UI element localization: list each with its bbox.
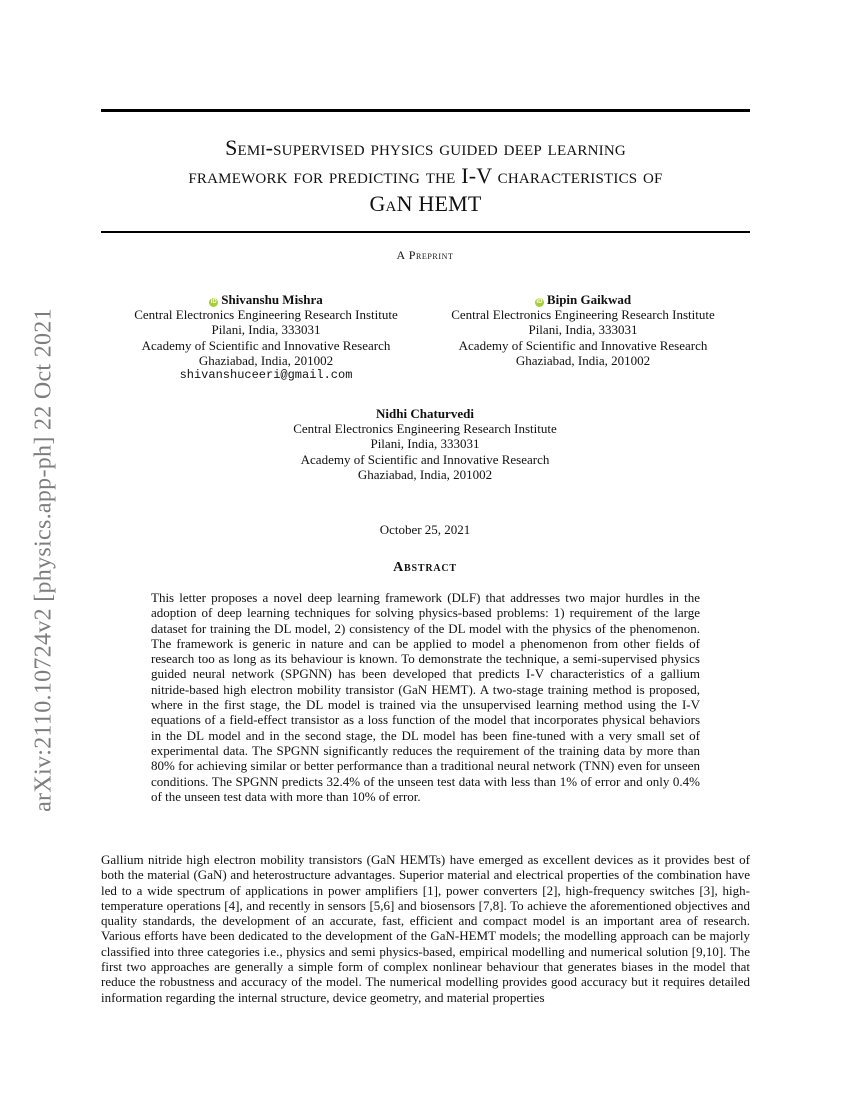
affiliation-line: Central Electronics Engineering Research Institute [134, 307, 398, 323]
title-bottom-rule [101, 231, 750, 233]
affiliation-line: Pilani, India, 333031 [370, 436, 480, 452]
title-top-rule [101, 109, 750, 112]
introduction-paragraph: Gallium nitride high electron mobility transistors (GaN HEMTs) have emerged as excellent devices as it provides best of both the material (GaN) and heterostructure advantages. Superior material and electrical properties of the combination have led to a wide spectrum of applications in power amplifiers [1], power converters [2], high-frequency switches [3], high-temperature operations [4], and recently in sensors [5,6] and biosensors [7,8]. To achieve the aforementioned objectives and quality standards, the development of an accurate, fast, efficient and compact model is an important area of research. Various efforts have been dedicated to the development of the GaN-HEMT models; the modelling approach can be majorly classified into three categories i.e., physics and semi physics-based, empirical modelling and numerical solution [9,10]. The first two approaches are generally a simple form of complex nonlinear behaviour that generates biases in the model that reduce the robustness and accuracy of the model. The numerical modelling provides good accuracy but it requires detailed information regarding the internal structure, device geometry, and material properties [101, 852, 750, 1005]
author-email[interactable]: shivanshuceeri@gmail.com [179, 368, 353, 383]
affiliation-line: Pilani, India, 333031 [211, 322, 321, 338]
author-block-3 [270, 406, 580, 482]
affiliation-line: Ghaziabad, India, 201002 [515, 352, 651, 368]
abstract-text: This letter proposes a novel deep learning framework (DLF) that addresses two major hurdles in the adoption of deep learning techniques for solving physics-based problems: 1) requirement of the large dataset for training the DL model, 2) consistency of the DL model with the physics of the phenomenon. The framework is generic in nature and can be applied to model a phenomenon from other fields of research too as long as its behaviour is known. To demonstrate the technique, a semi-supervised physics guided neural network (SPGNN) has been developed that predicts I-V characteristics of a gallium nitride-based high electron mobility transistor (GaN HEMT). A two-stage training method is proposed, where in the first stage, the DL model is trained via the unsupervised learning method using the I-V equations of a field-effect transistor as a loss function of the model that incorporates physical behaviors in the DL model and in the second stage, the DL model has been fine-tuned with a very small set of experimental data. The SPGNN significantly reduces the requirement of the training data by more than 80% for achieving similar or better performance than a traditional neural network (TNN) even for unseen conditions. The SPGNN predicts 32.4% of the unseen test data with less than 1% of error and only 0.4% of the unseen test data with more than 10% of error. [151, 590, 700, 804]
abstract-heading: Abstract [393, 560, 457, 575]
affiliation-line: Ghaziabad, India, 201002 [357, 466, 493, 482]
paper-title [101, 134, 750, 218]
affiliation-line: Ghaziabad, India, 201002 [198, 352, 334, 368]
title-line: Semi-supervised physics guided deep learning [225, 135, 626, 160]
author-block-1 [110, 292, 422, 383]
affiliation-line: Central Electronics Engineering Research Institute [293, 421, 557, 437]
author-name: Nidhi Chaturvedi [376, 406, 474, 421]
arxiv-identifier[interactable]: arXiv:2110.10724v2 [physics.app-ph] 22 Oct 2021 [30, 308, 57, 812]
preprint-label: A Preprint [396, 248, 454, 262]
affiliation-line: Central Electronics Engineering Research Institute [451, 307, 715, 323]
author-name: Bipin Gaikwad [546, 292, 632, 307]
title-line: framework for predicting the I-V characteristics of [188, 163, 663, 188]
affiliation-line: Academy of Scientific and Innovative Research [141, 337, 391, 353]
orcid-icon[interactable]: iD [536, 299, 543, 305]
author-name: Shivanshu Mishra [221, 292, 323, 307]
author-block-2 [428, 292, 738, 368]
publication-date: October 25, 2021 [379, 522, 471, 537]
affiliation-line: Pilani, India, 333031 [528, 322, 638, 338]
affiliation-line: Academy of Scientific and Innovative Research [458, 337, 708, 353]
affiliation-line: Academy of Scientific and Innovative Research [300, 451, 550, 467]
title-line: GaN HEMT [369, 191, 482, 216]
orcid-icon[interactable]: iD [210, 299, 217, 305]
